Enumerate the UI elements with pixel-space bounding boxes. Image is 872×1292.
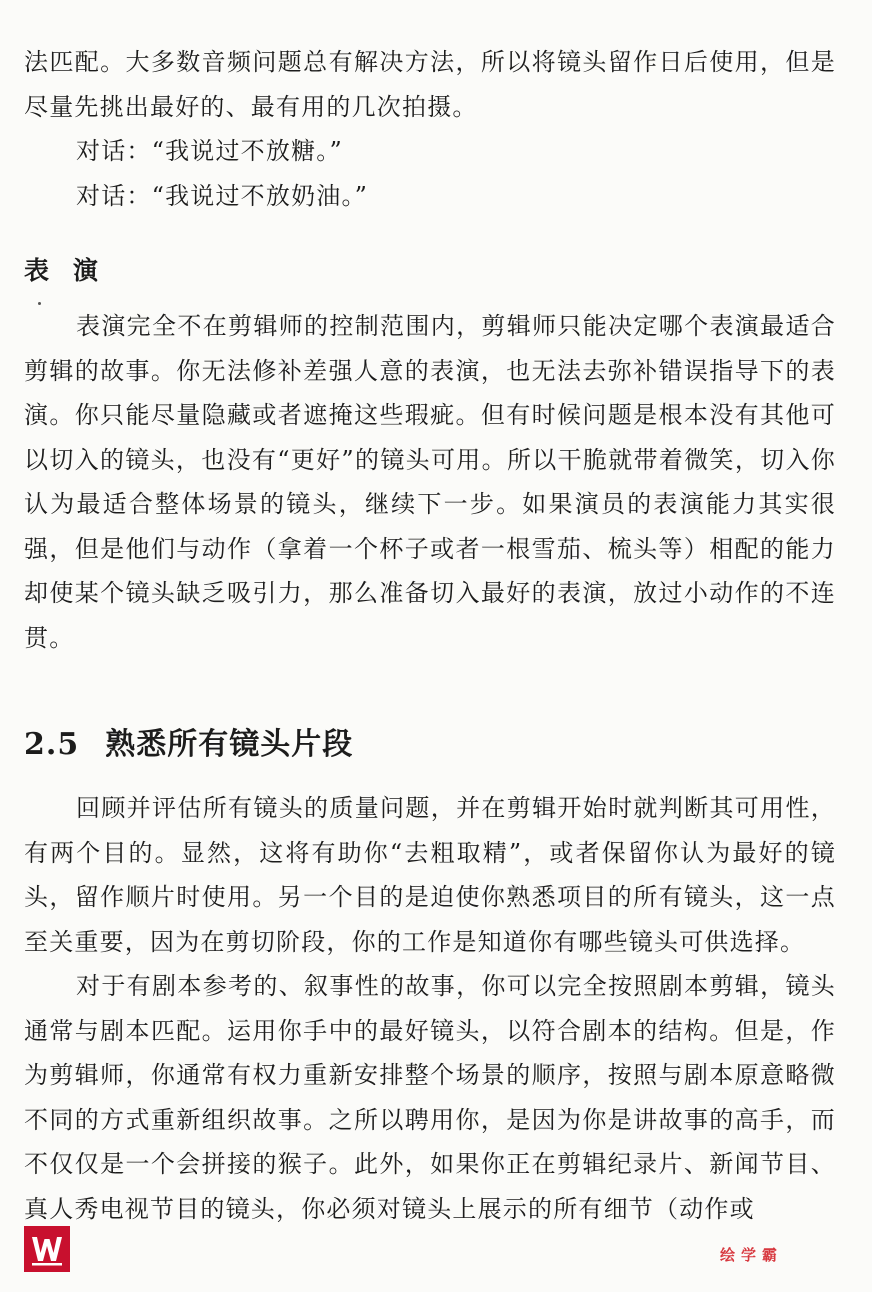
section-heading-performance: 表演 xyxy=(24,256,123,285)
chapter-number: 2.5 xyxy=(24,727,80,762)
paragraph-continuation: 法匹配。大多数音频问题总有解决方法，所以将镜头留作日后使用，但是尽量先挑出最好的、最有用的几次拍摄。 xyxy=(24,48,836,121)
chapter-title: 熟悉所有镜头片段 xyxy=(105,727,354,762)
chapter-body xyxy=(24,786,836,1231)
brand-w-logo-icon xyxy=(24,1226,70,1272)
top-text-block xyxy=(24,40,836,218)
performance-paragraph: 表演完全不在剪辑师的控制范围内，剪辑师只能决定哪个表演最适合剪辑的故事。你无法修补差强人意的表演，也无法去弥补错误指导下的表演。你只能尽量隐藏或者遮掩这些瑕疵。但有时候问题是根本没有其他可以切入的镜头，也没有“更好”的镜头可用。所以干脆就带着微笑，切入你认为最适合整体场景的镜头，继续下一步。如果演员的表演能力其实很强，但是他们与动作（拿着一个杯子或者一根雪茄、梳头等）相配的能力却使某个镜头缺乏吸引力，那么准备切入最好的表演，放过小动作的不连贯。 xyxy=(24,312,836,652)
chapter-paragraph-1: 回顾并评估所有镜头的质量问题，并在剪辑开始时就判断其可用性，有两个目的。显然，这将有助你“去粗取精”，或者保留你认为最好的镜头，留作顺片时使用。另一个目的是迫使你熟悉项目的所有镜头，这一点至关重要，因为在剪切阶段，你的工作是知道你有哪些镜头可供选择。 xyxy=(24,794,836,956)
watermark-text: 绘学霸 xyxy=(720,1246,784,1264)
performance-section-body xyxy=(24,304,836,660)
dialogue-line-1: 对话：“我说过不放糖。” xyxy=(76,137,343,165)
chapter-heading xyxy=(24,719,353,763)
w-logo-glyph xyxy=(24,1226,70,1272)
chapter-paragraph-2: 对于有剧本参考的、叙事性的故事，你可以完全按照剧本剪辑，镜头通常与剧本匹配。运用你手中的最好镜头，以符合剧本的结构。但是，作为剪辑师，你通常有权力重新安排整个场景的顺序，按照与剧本原意略微不同的方式重新组织故事。之所以聘用你，是因为你是讲故事的高手，而不仅仅是一个会拼接的猴子。此外，如果你正在剪辑纪录片、新闻节目、真人秀电视节目的镜头，你必须对镜头上展示的所有细节（动作或 xyxy=(24,972,836,1223)
dialogue-line-2: 对话：“我说过不放奶油。” xyxy=(76,181,369,210)
